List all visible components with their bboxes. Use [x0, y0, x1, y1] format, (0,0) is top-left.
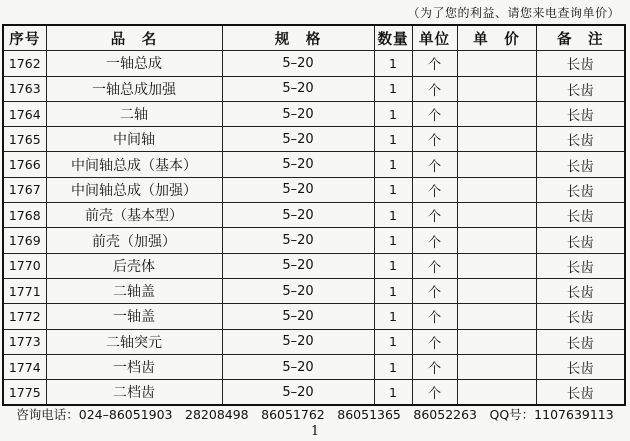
cell-remark: 长齿 — [536, 203, 625, 228]
cell-remark: 长齿 — [536, 253, 625, 278]
cell-remark: 长齿 — [536, 76, 625, 101]
cell-price — [457, 354, 536, 379]
cell-qty: 1 — [374, 177, 412, 202]
cell-unit: 个 — [412, 51, 457, 76]
cell-price — [457, 127, 536, 152]
cell-spec: 5–20 — [222, 203, 374, 228]
table-header-row — [3, 25, 625, 51]
cell-unit: 个 — [412, 127, 457, 152]
cell-unit: 个 — [412, 304, 457, 329]
cell-no: 1769 — [3, 228, 46, 253]
cell-spec: 5–20 — [222, 354, 374, 379]
table-row — [3, 76, 625, 101]
cell-spec: 5–20 — [222, 76, 374, 101]
cell-no: 1775 — [3, 380, 46, 406]
cell-name: 二轴突元 — [46, 329, 222, 354]
cell-qty: 1 — [374, 152, 412, 177]
cell-no: 1768 — [3, 203, 46, 228]
table-row — [3, 228, 625, 253]
cell-no: 1771 — [3, 278, 46, 303]
table-row — [3, 152, 625, 177]
cell-unit: 个 — [412, 101, 457, 126]
cell-qty: 1 — [374, 51, 412, 76]
cell-spec: 5–20 — [222, 380, 374, 406]
contact-footer: 咨询电话：024–86051903 28208498 86051762 86051365 86052263 QQ号：1107639113 — [16, 407, 614, 422]
header-remark: 备 注 — [536, 25, 625, 51]
cell-unit: 个 — [412, 253, 457, 278]
cell-no: 1764 — [3, 101, 46, 126]
cell-spec: 5–20 — [222, 228, 374, 253]
cell-remark: 长齿 — [536, 278, 625, 303]
cell-remark: 长齿 — [536, 101, 625, 126]
cell-qty: 1 — [374, 101, 412, 126]
cell-name: 二轴 — [46, 101, 222, 126]
cell-remark: 长齿 — [536, 380, 625, 406]
cell-qty: 1 — [374, 228, 412, 253]
cell-unit: 个 — [412, 203, 457, 228]
cell-no: 1765 — [3, 127, 46, 152]
cell-price — [457, 304, 536, 329]
header-qty: 数量 — [374, 25, 412, 51]
header-name: 品 名 — [46, 25, 222, 51]
cell-spec: 5–20 — [222, 152, 374, 177]
cell-no: 1773 — [3, 329, 46, 354]
cell-qty: 1 — [374, 329, 412, 354]
cell-spec: 5–20 — [222, 177, 374, 202]
cell-unit: 个 — [412, 380, 457, 406]
cell-unit: 个 — [412, 228, 457, 253]
cell-unit: 个 — [412, 177, 457, 202]
cell-name: 中间轴 — [46, 127, 222, 152]
cell-unit: 个 — [412, 329, 457, 354]
cell-name: 一轴总成加强 — [46, 76, 222, 101]
cell-name: 中间轴总成（基本） — [46, 152, 222, 177]
cell-no: 1767 — [3, 177, 46, 202]
cell-name: 中间轴总成（加强） — [46, 177, 222, 202]
table-row — [3, 177, 625, 202]
table-row — [3, 278, 625, 303]
cell-remark: 长齿 — [536, 177, 625, 202]
cell-price — [457, 152, 536, 177]
cell-spec: 5–20 — [222, 101, 374, 126]
table-row — [3, 354, 625, 379]
cell-qty: 1 — [374, 76, 412, 101]
cell-unit: 个 — [412, 278, 457, 303]
cell-price — [457, 228, 536, 253]
table-row — [3, 51, 625, 76]
header-no: 序号 — [3, 25, 46, 51]
cell-qty: 1 — [374, 203, 412, 228]
cell-qty: 1 — [374, 354, 412, 379]
cell-no: 1762 — [3, 51, 46, 76]
table-row — [3, 203, 625, 228]
header-price: 单 价 — [457, 25, 536, 51]
table-row — [3, 380, 625, 406]
cell-unit: 个 — [412, 76, 457, 101]
cell-spec: 5–20 — [222, 51, 374, 76]
cell-price — [457, 380, 536, 406]
cell-remark: 长齿 — [536, 51, 625, 76]
cell-price — [457, 177, 536, 202]
cell-remark: 长齿 — [536, 329, 625, 354]
cell-price — [457, 76, 536, 101]
cell-remark: 长齿 — [536, 304, 625, 329]
cell-qty: 1 — [374, 380, 412, 406]
cell-no: 1772 — [3, 304, 46, 329]
cell-no: 1766 — [3, 152, 46, 177]
cell-qty: 1 — [374, 253, 412, 278]
cell-name: 后壳体 — [46, 253, 222, 278]
cell-remark: 长齿 — [536, 228, 625, 253]
header-spec: 规 格 — [222, 25, 374, 51]
price-inquiry-note: （为了您的利益、请您来电查询单价） — [407, 6, 620, 20]
header-unit: 单位 — [412, 25, 457, 51]
cell-price — [457, 278, 536, 303]
cell-qty: 1 — [374, 127, 412, 152]
table-row — [3, 253, 625, 278]
cell-spec: 5–20 — [222, 329, 374, 354]
cell-price — [457, 203, 536, 228]
cell-remark: 长齿 — [536, 354, 625, 379]
cell-spec: 5–20 — [222, 304, 374, 329]
cell-price — [457, 253, 536, 278]
cell-remark: 长齿 — [536, 127, 625, 152]
cell-name: 前壳（基本型） — [46, 203, 222, 228]
cell-price — [457, 329, 536, 354]
cell-name: 一轴总成 — [46, 51, 222, 76]
cell-unit: 个 — [412, 152, 457, 177]
cell-price — [457, 51, 536, 76]
cell-unit: 个 — [412, 354, 457, 379]
table-row — [3, 101, 625, 126]
cell-price — [457, 101, 536, 126]
cell-remark: 长齿 — [536, 152, 625, 177]
cell-no: 1774 — [3, 354, 46, 379]
cell-name: 二档齿 — [46, 380, 222, 406]
table-row — [3, 304, 625, 329]
cell-name: 一档齿 — [46, 354, 222, 379]
cell-no: 1763 — [3, 76, 46, 101]
cell-spec: 5–20 — [222, 278, 374, 303]
parts-price-table — [2, 24, 626, 406]
cell-name: 一轴盖 — [46, 304, 222, 329]
table-row — [3, 127, 625, 152]
cell-name: 前壳（加强） — [46, 228, 222, 253]
cell-spec: 5–20 — [222, 127, 374, 152]
cell-qty: 1 — [374, 304, 412, 329]
cell-qty: 1 — [374, 278, 412, 303]
cell-name: 二轴盖 — [46, 278, 222, 303]
cell-no: 1770 — [3, 253, 46, 278]
cell-spec: 5–20 — [222, 253, 374, 278]
page-number: 1 — [310, 424, 320, 439]
table-row — [3, 329, 625, 354]
